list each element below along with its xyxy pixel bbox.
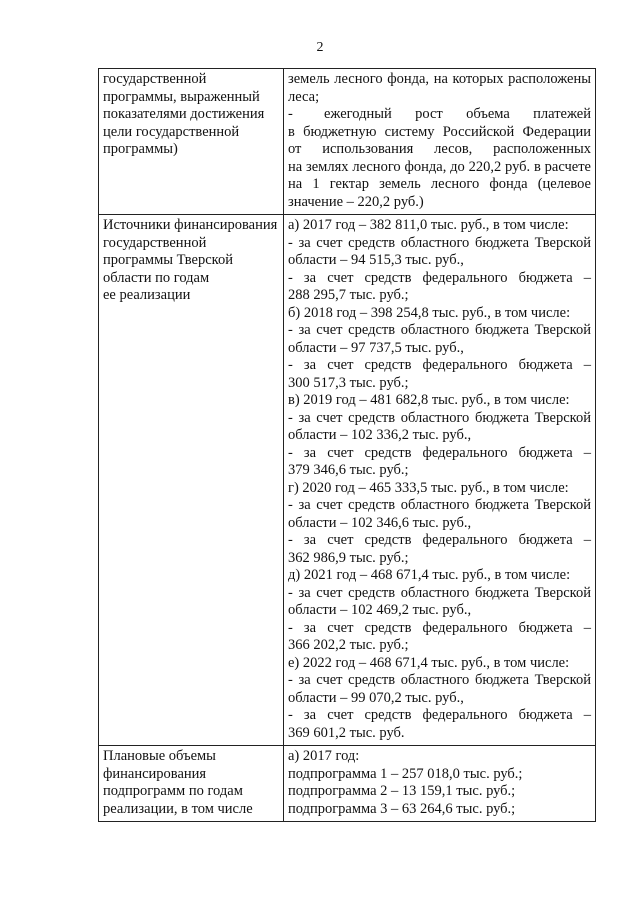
row-label-line: Плановые объемы xyxy=(103,748,216,764)
row-value-line: а) 2017 год: xyxy=(288,748,360,764)
row-value-line: а) 2017 год – 382 811,0 тыс. руб., в том числе: xyxy=(288,217,569,233)
row-value-line: земель лесного фонда, на которых расположены xyxy=(288,71,591,87)
row-label-line: программы, выраженный xyxy=(103,88,260,105)
row-label-line: государственной xyxy=(103,234,207,251)
row-value-line: 366 202,2 тыс. руб.; xyxy=(288,637,409,653)
row-value-line: - за счет средств федерального бюджета – xyxy=(288,707,591,723)
row-value-line: области – 102 469,2 тыс. руб., xyxy=(288,602,472,618)
row-value-line: б) 2018 год – 398 254,8 тыс. руб., в том числе: xyxy=(288,304,571,321)
row-value-line: в) 2019 год – 481 682,8 тыс. руб., в том числе: xyxy=(288,392,570,408)
row-label-line: программы) xyxy=(103,141,178,157)
row-value-line: 369 601,2 тыс. руб. xyxy=(288,724,405,741)
row-label-cell xyxy=(99,69,284,215)
row-label-line: ее реализации xyxy=(103,287,191,303)
row-value-line: области – 97 737,5 тыс. руб., xyxy=(288,339,464,356)
row-sources xyxy=(99,215,596,746)
row-value-line: значение – 220,2 руб.) xyxy=(288,193,424,210)
row-value-line: - за счет средств федерального бюджета – xyxy=(288,444,591,461)
row-value-line: - за счет средств областного бюджета Тверской xyxy=(288,672,591,688)
row-value-line: от использования лесов, расположенных xyxy=(288,141,591,157)
row-label-cell xyxy=(99,215,284,746)
row-label-line: финансирования xyxy=(103,765,207,782)
row-value-line: 379 346,6 тыс. руб.; xyxy=(288,462,409,478)
row-label-cell xyxy=(99,746,284,822)
row-value-cell xyxy=(284,746,596,822)
row-value-line: области – 102 336,2 тыс. руб., xyxy=(288,427,472,443)
row-value-line: - за счет средств областного бюджета Тверской xyxy=(288,497,591,513)
row-value-line: на 1 гектар земель лесного фонда (целевое xyxy=(288,176,591,192)
row-value-line: области – 102 346,6 тыс. руб., xyxy=(288,514,472,531)
row-value-line: - за счет средств федерального бюджета – xyxy=(288,269,591,286)
row-value-line: области – 94 515,3 тыс. руб., xyxy=(288,252,464,268)
row-label-line: реализации, в том числе xyxy=(103,800,253,817)
row-value-line: в бюджетную систему Российской Федерации xyxy=(288,123,591,140)
row-label-line: цели государственной xyxy=(103,123,240,140)
row-value-cell xyxy=(284,215,596,746)
row-value-line: подпрограмма 3 – 63 264,6 тыс. руб.; xyxy=(288,800,516,817)
row-value-line: - за счет средств областного бюджета Тверской xyxy=(288,322,591,338)
row-volumes xyxy=(99,746,596,822)
row-value-line: г) 2020 год – 465 333,5 тыс. руб., в том числе: xyxy=(288,479,569,496)
page-number: 2 xyxy=(316,40,324,55)
row-value-line: леса; xyxy=(288,88,320,105)
row-label-line: программы Тверской xyxy=(103,252,233,268)
row-value-line: - за счет средств федерального бюджета – xyxy=(288,532,591,548)
row-value-line: - за счет средств федерального бюджета – xyxy=(288,357,591,373)
passport-table-body xyxy=(99,69,596,822)
row-indicators xyxy=(99,69,596,215)
row-value-line: - ежегодный рост объема платежей xyxy=(288,106,591,122)
row-value-line: области – 99 070,2 тыс. руб., xyxy=(288,689,464,706)
row-label-line: области по годам xyxy=(103,269,210,286)
row-value-line: подпрограмма 2 – 13 159,1 тыс. руб.; xyxy=(288,783,516,799)
row-value-line: на землях лесного фонда, до 220,2 руб. в расчете xyxy=(288,158,591,175)
row-label-line: показателями достижения xyxy=(103,106,265,122)
row-value-line: - за счет средств областного бюджета Тверской xyxy=(288,409,591,426)
row-label-line: подпрограмм по годам xyxy=(103,783,243,799)
row-value-line: - за счет средств федерального бюджета – xyxy=(288,619,591,636)
row-value-line: - за счет средств областного бюджета Тверской xyxy=(288,234,591,251)
row-value-line: 300 517,3 тыс. руб.; xyxy=(288,374,409,391)
row-value-line: е) 2022 год – 468 671,4 тыс. руб., в том числе: xyxy=(288,654,570,671)
row-value-cell xyxy=(284,69,596,215)
row-value-line: 288 295,7 тыс. руб.; xyxy=(288,287,409,303)
row-value-line: подпрограмма 1 – 257 018,0 тыс. руб.; xyxy=(288,765,523,782)
row-value-line: 362 986,9 тыс. руб.; xyxy=(288,549,409,566)
row-label-line: Источники финансирования xyxy=(103,217,278,233)
row-label-line: государственной xyxy=(103,71,207,87)
row-value-line: д) 2021 год – 468 671,4 тыс. руб., в том числе: xyxy=(288,567,571,583)
row-value-line: - за счет средств областного бюджета Тверской xyxy=(288,584,591,601)
passport-table xyxy=(98,68,596,822)
